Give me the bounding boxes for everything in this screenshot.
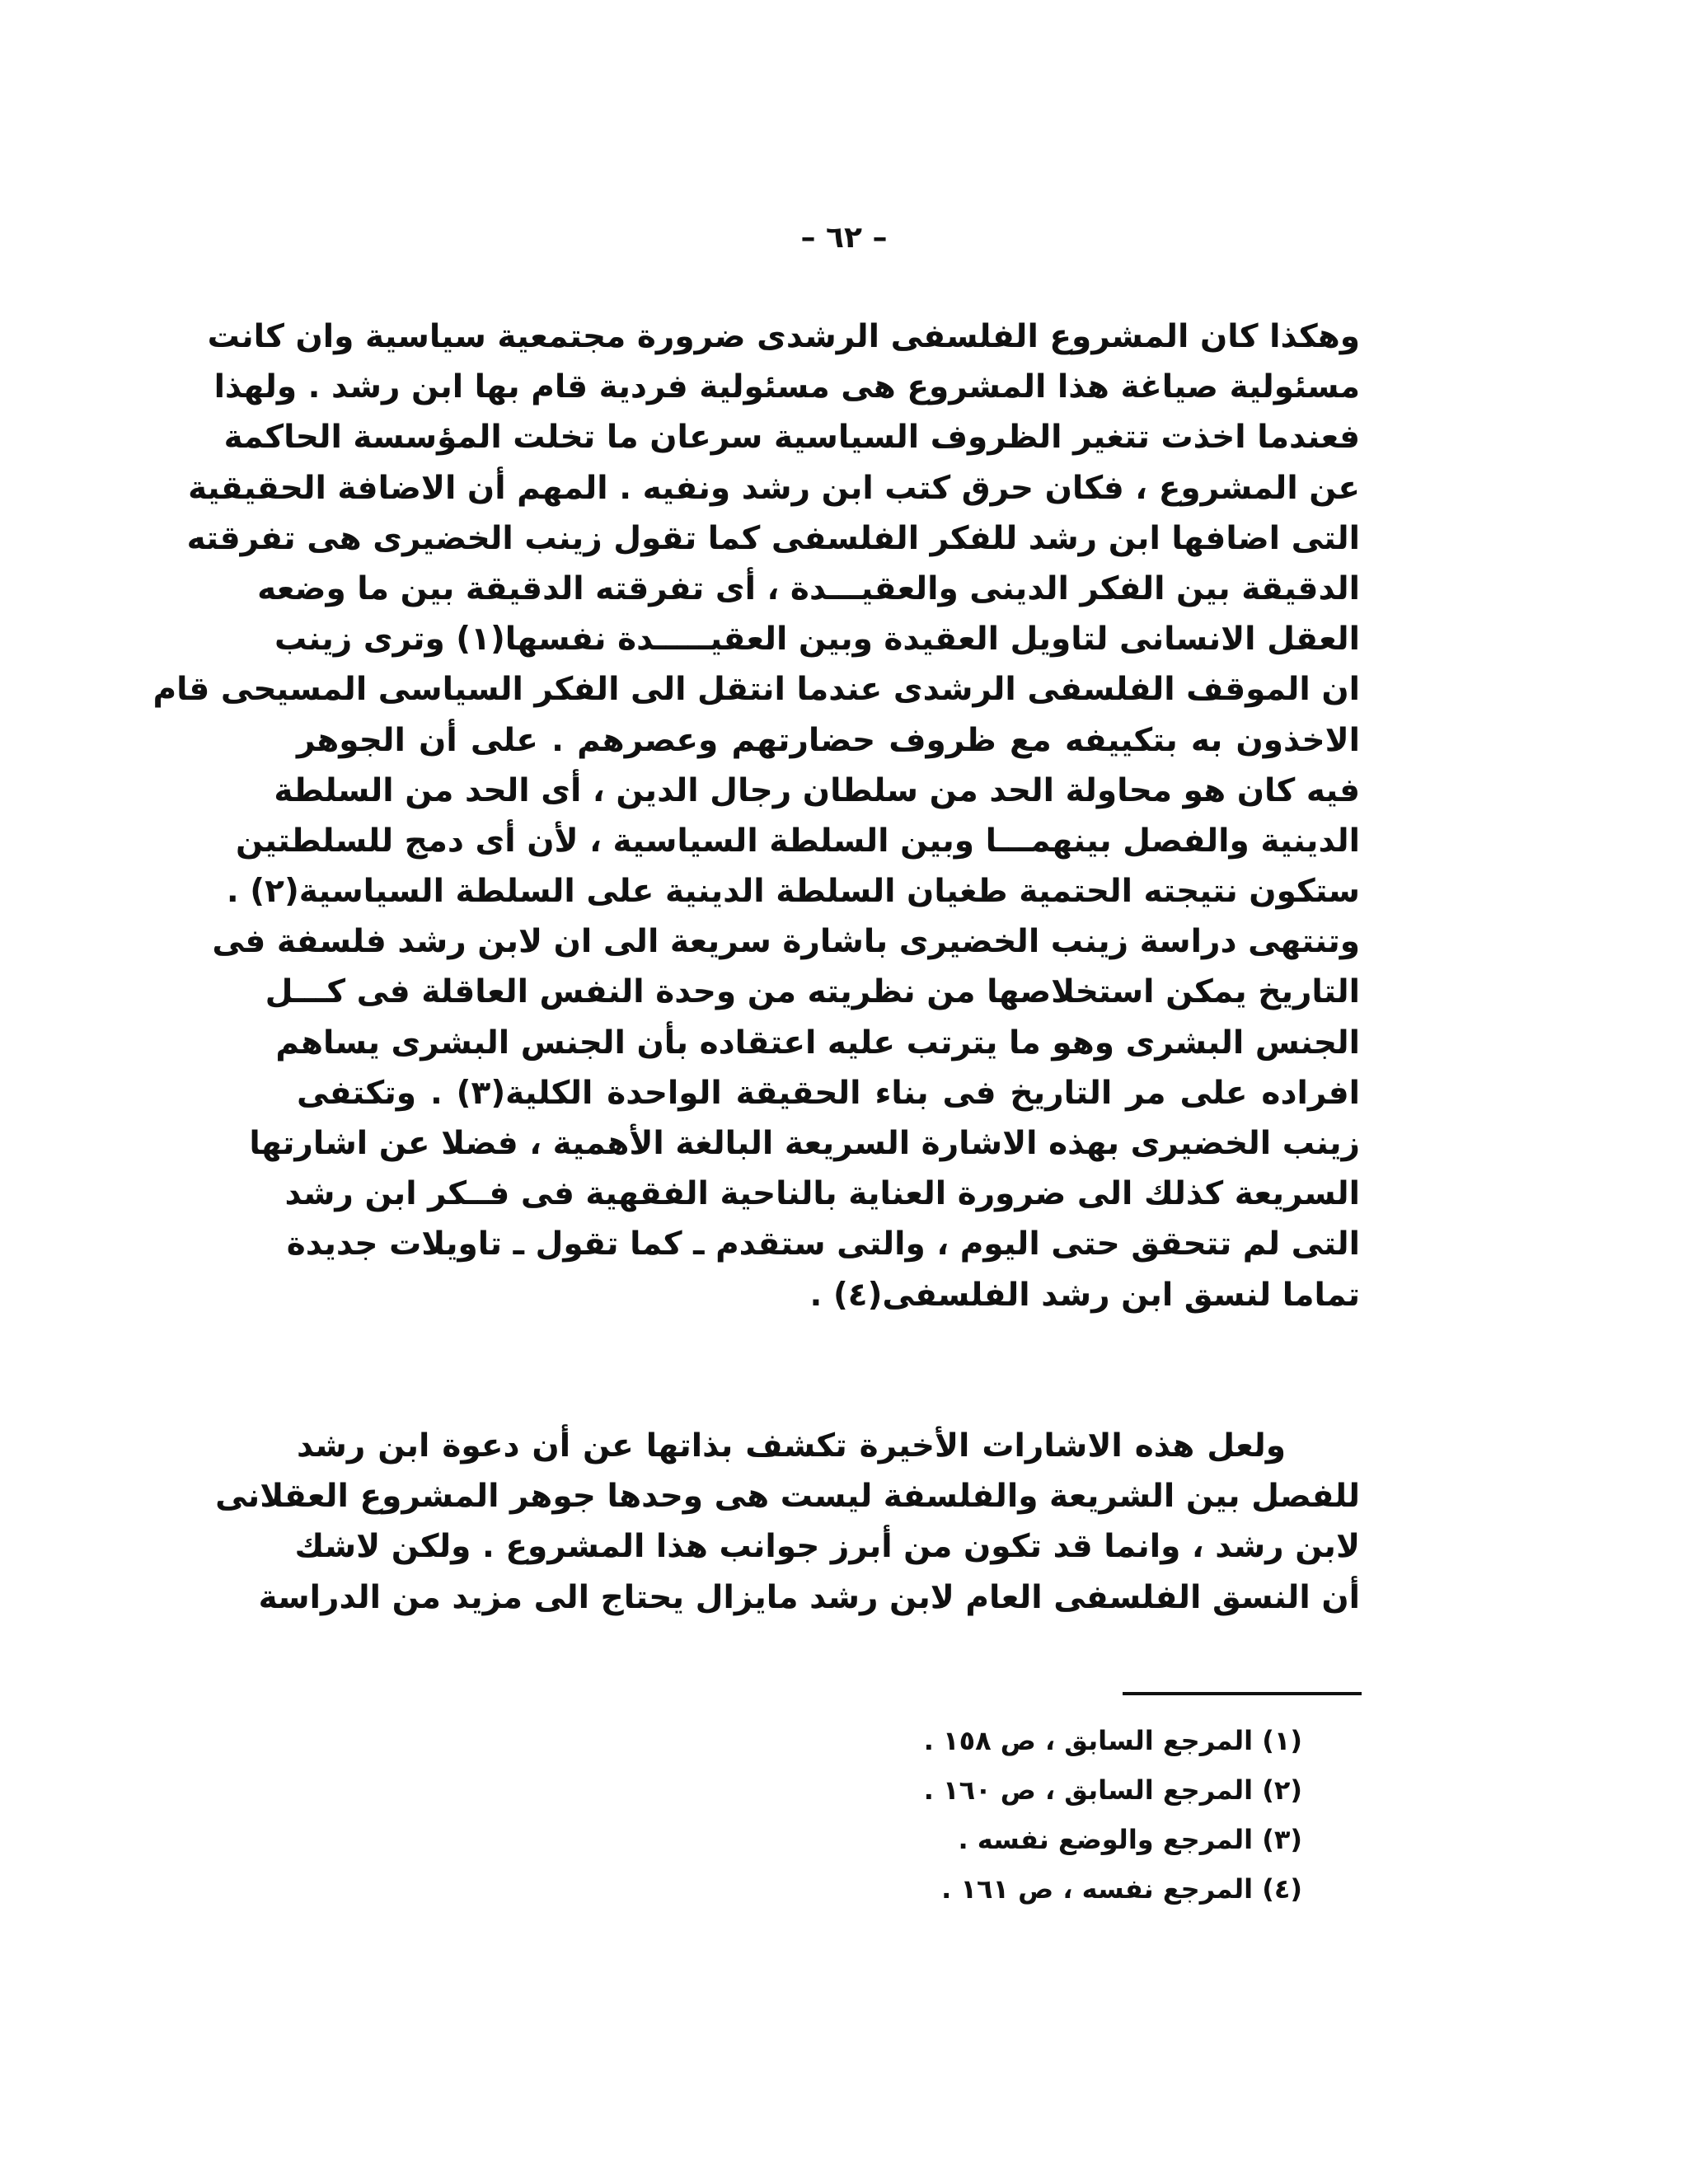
footnote-item: (٢) المرجع السابق ، ص ١٦٠ . — [923, 1774, 1302, 1806]
paragraph-line: فيه كان هو محاولة الحد من سلطان رجال الدين ، أى الحد من السلطة — [274, 771, 1360, 809]
paragraph-line: وتنتهى دراسة زينب الخضيرى باشارة سريعة الى ان لابن رشد فلسفة فى — [212, 923, 1360, 961]
footnotes — [808, 1716, 1302, 1914]
page-number: – ٦٢ – — [800, 221, 888, 255]
paragraph-line: للفصل بين الشريعة والفلسفة ليست هى وحدها جوهر المشروع العقلانى — [215, 1478, 1360, 1516]
paragraph-line: ولعل هذه الاشارات الأخيرة تكشف بذاتها عن أن دعوة ابن رشد — [297, 1427, 1286, 1465]
paragraph-line: فعندما اخذت تتغير الظروف السياسية سرعان ما تخلت المؤسسة الحاكمة — [223, 419, 1360, 457]
paragraph-1 — [152, 312, 1360, 1320]
paragraph-line: زينب الخضيرى بهذه الاشارة السريعة البالغة الأهمية ، فضلا عن اشارتها — [249, 1125, 1360, 1162]
paragraph-line: لابن رشد ، وانما قد تكون من أبرز جوانب هذا المشروع . ولكن لاشك — [294, 1528, 1360, 1566]
paragraph-line: الجنس البشرى وهو ما يترتب عليه اعتقاده بأن الجنس البشرى يساهم — [275, 1024, 1360, 1062]
footnote-item: (٣) المرجع والوضع نفسه . — [958, 1824, 1302, 1855]
paragraph-line: تماما لنسق ابن رشد الفلسفى(٤) . — [809, 1276, 1360, 1314]
paragraph-line: التى لم تتحقق حتى اليوم ، والتى ستقدم ـ كما تقول ـ تاويلات جديدة — [286, 1226, 1360, 1263]
paragraph-line: افراده على مر التاريخ فى بناء الحقيقة الواحدة الكلية(٣) . وتكتفى — [297, 1074, 1360, 1112]
paragraph-line: الاخذون به بتكييفه مع ظروف حضارتهم وعصرهم . على أن الجوهر — [297, 721, 1360, 759]
paragraph-line: وهكذا كان المشروع الفلسفى الرشدى ضرورة مجتمعية سياسية وان كانت — [207, 318, 1360, 355]
paragraph-line: الدينية والفصل بينهمـــا وبين السلطة السياسية ، لأن أى دمج للسلطتين — [236, 822, 1360, 860]
paragraph-line: التى اضافها ابن رشد للفكر الفلسفى كما تقول زينب الخضيرى هى تفرقته — [186, 519, 1360, 557]
paragraph-line: العقل الانسانى لتاويل العقيدة وبين العقيـــــدة نفسها(١) وترى زينب — [274, 621, 1360, 658]
paragraph-line: مسئولية صياغة هذا المشروع هى مسئولية فردية قام بها ابن رشد . ولهذا — [213, 368, 1360, 406]
paragraph-line: التاريخ يمكن استخلاصها من نظريته من وحدة النفس العاقلة فى كـــل — [265, 973, 1360, 1011]
footnote-separator — [1123, 1692, 1362, 1695]
paragraph-line: الدقيقة بين الفكر الدينى والعقيـــدة ، أى تفرقته الدقيقة بين ما وضعه — [257, 569, 1360, 607]
paragraph-2 — [215, 1421, 1360, 1623]
footnote-item: (٤) المرجع نفسه ، ص ١٦١ . — [941, 1873, 1302, 1905]
paragraph-line: ستكون نتيجته الحتمية طغيان السلطة الدينية على السلطة السياسية(٢) . — [226, 873, 1360, 911]
paragraph-line: أن النسق الفلسفى العام لابن رشد مايزال يحتاج الى مزيد من الدراسة — [258, 1578, 1360, 1616]
paragraph-line: السريعة كذلك الى ضرورة العناية بالناحية الفقهية فى فــكر ابن رشد — [284, 1175, 1360, 1213]
paragraph-line: ان الموقف الفلسفى الرشدى عندما انتقل الى الفكر السياسى المسيحى قام — [152, 671, 1360, 709]
paragraph-line: عن المشروع ، فكان حرق كتب ابن رشد ونفيه . المهم أن الاضافة الحقيقية — [188, 469, 1360, 507]
footnote-item: (١) المرجع السابق ، ص ١٥٨ . — [923, 1725, 1302, 1756]
